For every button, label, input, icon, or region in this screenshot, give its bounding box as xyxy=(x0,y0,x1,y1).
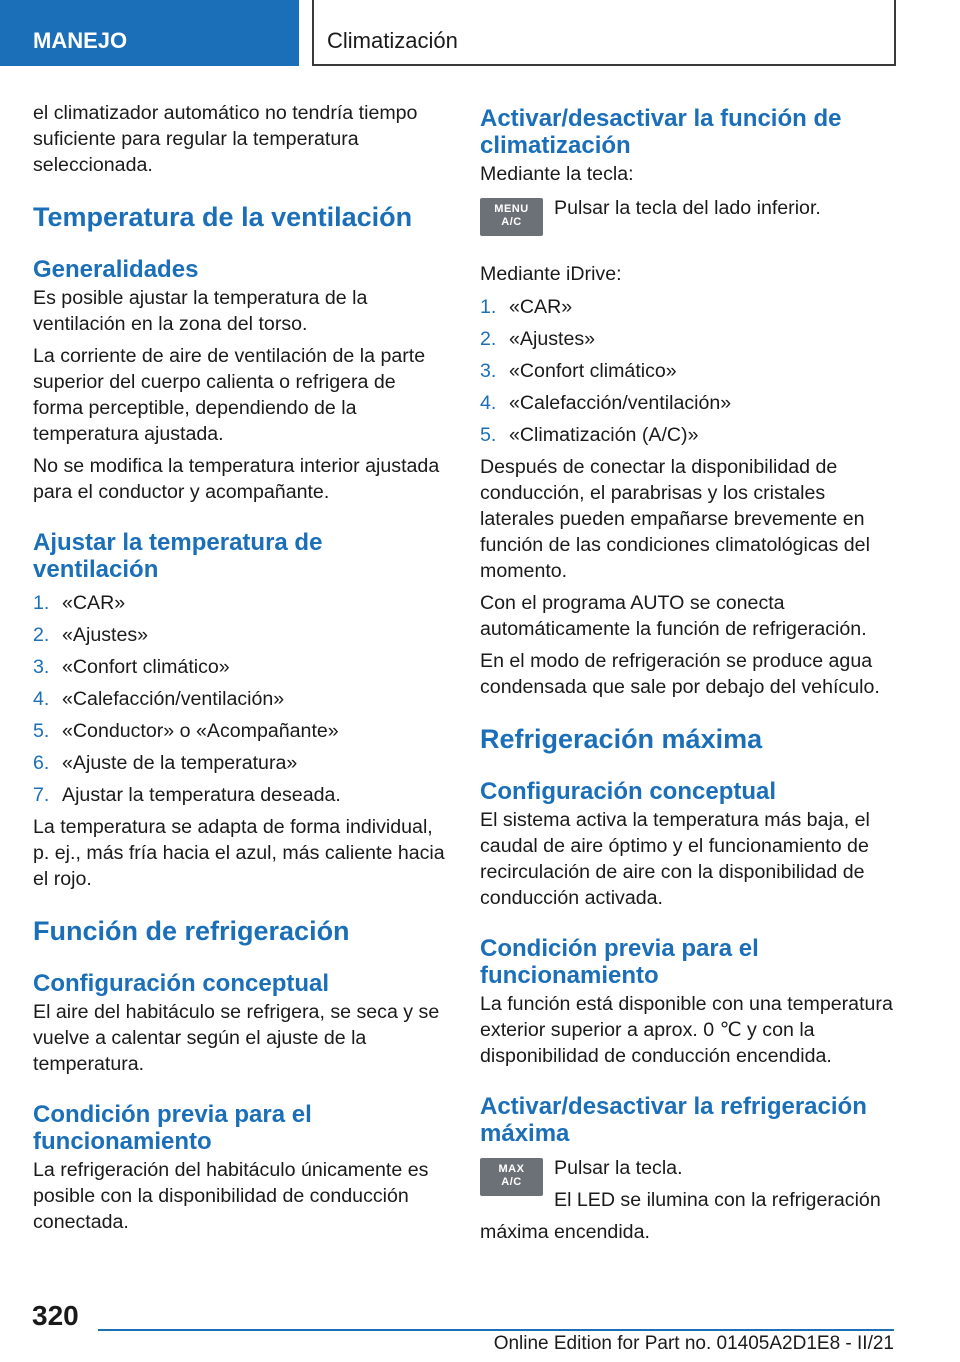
heading-adjust-ventilation: Ajustar la temperatura de ventilación xyxy=(33,529,323,583)
adapt-paragraph: La temperatura se adapta de forma individual, p. ej., más fría hacia el azul, más caliente hacia el rojo. xyxy=(33,816,445,890)
list-item xyxy=(33,686,451,712)
max-ac-button-icon xyxy=(480,1158,543,1196)
via-key-paragraph: Mediante la tecla: xyxy=(480,163,634,185)
heading-ventilation-temperature: Temperatura de la ventilación xyxy=(33,202,413,232)
menu-key-instruction: Pulsar la tecla del lado inferior. xyxy=(554,197,821,219)
led-paragraph-start: El LED se ilumina con la refrigeración xyxy=(554,1189,881,1211)
heading-precondition: Condición previa para el funcionamiento xyxy=(480,935,759,989)
step-number: 2. xyxy=(33,624,50,646)
via-idrive-paragraph: Mediante iDrive: xyxy=(480,263,622,285)
list-item xyxy=(33,782,451,808)
step-text: «Confort climático» xyxy=(509,360,677,382)
heading-activate-climate: Activar/desactivar la función de climatización xyxy=(480,105,842,159)
after-paragraph: Después de conectar la disponibilidad de conducción, el parabrisas y los cristales laterales pueden empañarse brevemente en función de las condiciones climatológicas del momento. xyxy=(480,456,870,582)
step-text: «Confort climático» xyxy=(62,656,230,678)
step-number: 2. xyxy=(480,328,497,350)
step-text: «Ajustes» xyxy=(62,624,149,646)
list-item xyxy=(33,654,451,680)
menu-ac-button-icon xyxy=(480,198,543,236)
list-item xyxy=(480,294,900,320)
list-item xyxy=(480,326,900,352)
step-number: 3. xyxy=(33,656,50,678)
page-number: 320 xyxy=(32,1300,79,1331)
step-number: 7. xyxy=(33,784,50,806)
precondition-paragraph: La refrigeración del habitáculo únicamente es posible con la disponibilidad de conducción conectada. xyxy=(33,1159,429,1233)
key-label-line1: MENU xyxy=(494,203,529,215)
step-text: «Ajustes» xyxy=(509,328,596,350)
page-header xyxy=(0,0,960,66)
step-text: «Climatización (A/C)» xyxy=(509,424,699,446)
left-column xyxy=(33,100,451,1241)
step-number: 4. xyxy=(480,392,497,414)
key-label-line1: MAX xyxy=(498,1163,525,1175)
key-label-line2: A/C xyxy=(501,1176,522,1188)
step-number: 5. xyxy=(33,720,50,742)
list-item xyxy=(480,390,900,416)
step-text: «CAR» xyxy=(509,296,573,318)
heading-precondition: Condición previa para el funcionamiento xyxy=(33,1101,312,1155)
list-item xyxy=(33,718,451,744)
concept-paragraph: El aire del habitáculo se refrigera, se seca y se vuelve a calentar según el ajuste de la temperatura. xyxy=(33,1001,440,1075)
list-item xyxy=(33,750,451,776)
max-key-instruction: Pulsar la tecla. xyxy=(554,1157,683,1179)
step-text: «CAR» xyxy=(62,592,126,614)
chapter-title: Climatización xyxy=(312,0,896,66)
idrive-steps-list xyxy=(480,294,900,448)
mode-paragraph: En el modo de refrigeración se produce agua condensada que sale por debajo del vehículo. xyxy=(480,650,880,698)
step-number: 1. xyxy=(480,296,497,318)
step-number: 4. xyxy=(33,688,50,710)
right-column xyxy=(480,100,900,1251)
step-number: 1. xyxy=(33,592,50,614)
step-text: «Calefacción/ventilación» xyxy=(62,688,285,710)
led-paragraph-end: máxima encendida. xyxy=(480,1221,650,1243)
list-item xyxy=(480,358,900,384)
precondition-paragraph: La función está disponible con una temperatura exterior superior a aprox. 0 ℃ y con la disponibilidad de conducción encendida. xyxy=(480,993,893,1067)
footer-divider xyxy=(98,1329,894,1331)
concept-paragraph: El sistema activa la temperatura más baja, el caudal de aire óptimo y el funcionamiento de recirculación de aire con la disponibilidad de conducción activada. xyxy=(480,809,870,909)
heading-general: Generalidades xyxy=(33,256,199,283)
adjust-steps-list xyxy=(33,590,451,808)
section-tab: MANEJO xyxy=(0,0,299,66)
menu-ac-key-row xyxy=(480,195,900,251)
heading-cooling-function: Función de refrigeración xyxy=(33,916,350,946)
step-text: Ajustar la temperatura deseada. xyxy=(62,784,341,806)
step-number: 6. xyxy=(33,752,50,774)
list-item xyxy=(480,422,900,448)
general-paragraph-3: No se modifica la temperatura interior ajustada para el conductor y acompañante. xyxy=(33,455,440,503)
heading-concept-config: Configuración conceptual xyxy=(33,970,330,997)
intro-paragraph: el climatizador automático no tendría tiempo suficiente para regular la temperatura seleccionada. xyxy=(33,102,418,176)
footer-edition: Online Edition for Part no. 01405A2D1E8 - II/21 xyxy=(493,1333,894,1354)
step-text: «Ajuste de la temperatura» xyxy=(62,752,298,774)
heading-max-cooling: Refrigeración máxima xyxy=(480,724,763,754)
general-paragraph-1: Es posible ajustar la temperatura de la ventilación en la zona del torso. xyxy=(33,287,368,335)
general-paragraph-2: La corriente de aire de ventilación de la parte superior del cuerpo calienta o refrigera de forma perceptible, dependiendo de la temperatura ajustada. xyxy=(33,345,426,445)
list-item xyxy=(33,590,451,616)
list-item xyxy=(33,622,451,648)
step-number: 5. xyxy=(480,424,497,446)
key-label-line2: A/C xyxy=(501,216,522,228)
step-text: «Calefacción/ventilación» xyxy=(509,392,732,414)
auto-paragraph: Con el programa AUTO se conecta automáticamente la función de refrigeración. xyxy=(480,592,867,640)
max-ac-key-row xyxy=(480,1155,900,1213)
step-number: 3. xyxy=(480,360,497,382)
step-text: «Conductor» o «Acompañante» xyxy=(62,720,339,742)
heading-concept-config: Configuración conceptual xyxy=(480,778,777,805)
heading-activate-max-cooling: Activar/desactivar la refrigeración máxima xyxy=(480,1093,867,1147)
